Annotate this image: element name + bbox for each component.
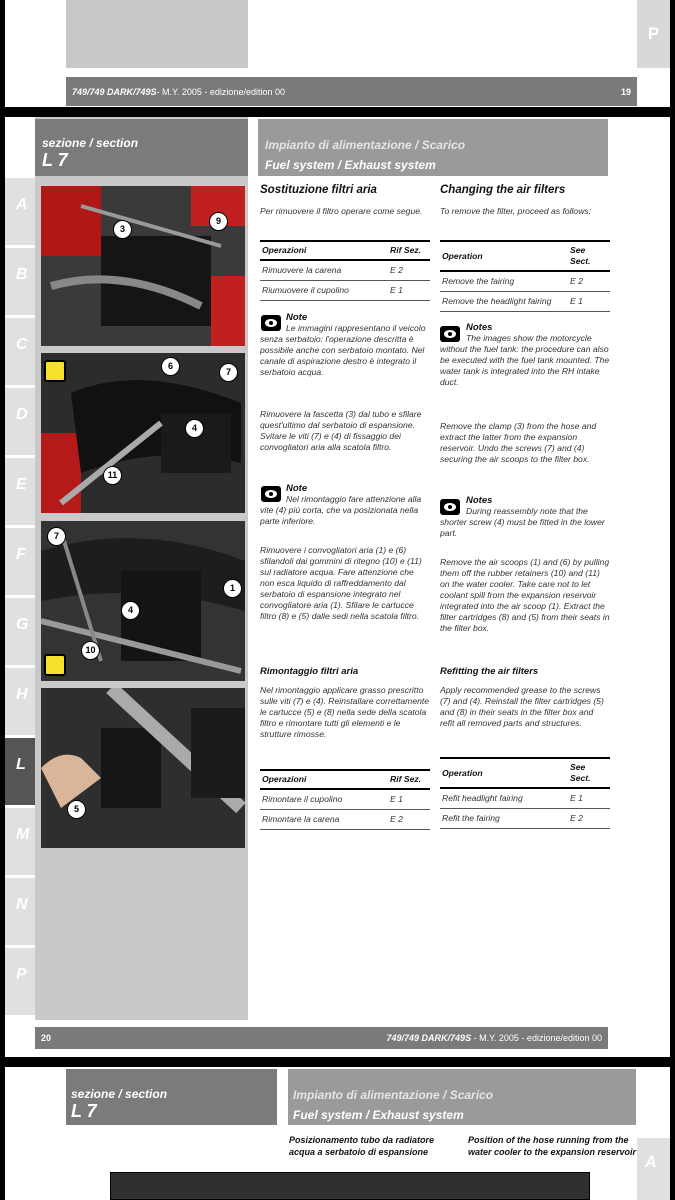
en-op-row: Remove the headlight fairing <box>440 292 568 312</box>
it-operations-table-2 <box>260 769 430 830</box>
previous-page-footer <box>66 77 637 106</box>
tab-f[interactable]: F <box>5 528 35 596</box>
callout-11: 11 <box>103 466 122 485</box>
it-op-row: Rimontare il cupolino <box>260 789 388 810</box>
en-note-2-text: During reassembly note that the shorter screw (4) must be fitted in the lower part. <box>440 506 605 538</box>
it-note-1 <box>260 312 430 378</box>
tab-c[interactable]: C <box>5 318 35 386</box>
en-ref-cell: E 2 <box>568 809 610 829</box>
section-label: sezione / section <box>42 136 139 150</box>
page-number: 20 <box>41 1033 52 1043</box>
it-heading-refit: Rimontaggio filtri aria <box>260 666 359 677</box>
callout-7: 7 <box>219 363 238 382</box>
chapter-title-en: Fuel system / Exhaust system <box>265 158 436 172</box>
tool-icon <box>44 654 66 676</box>
en-heading-change-filters: Changing the air filters <box>440 184 566 196</box>
tab-p[interactable]: P <box>5 948 35 1016</box>
en-note-2 <box>440 495 610 539</box>
footer-edition: - M.Y. 2005 - edizione/edition 00 <box>471 1033 602 1043</box>
photo-filter-cartridge <box>41 688 245 848</box>
en-heading-refit: Refitting the air filters <box>440 666 539 677</box>
it-note-2 <box>260 483 430 527</box>
it-para-scoops: Rimuovere i convogliatori aria (1) e (6) sfilandoli dai gommini di ritegno (10) e (11) sul radiatore acqua. Fare attenzione che non esca liquido di raffreddamento dal serbatoio di espansione integrato nel convogliatore aria (1). Sfilare le cartucce filtro (8) e (5) dalle sedi nella scatola filtro. <box>260 545 422 621</box>
tab-e[interactable]: E <box>5 458 35 526</box>
en-col-see-sect: See Sect. <box>568 241 610 271</box>
footer-model: 749/749 DARK/749S <box>386 1033 472 1043</box>
en-op-row: Refit the fairing <box>440 809 568 829</box>
en-ref-cell: E 1 <box>568 788 610 809</box>
tab-d[interactable]: D <box>5 388 35 456</box>
en-operations-table-2 <box>440 757 610 829</box>
it-col-operations: Operazioni <box>260 770 388 789</box>
previous-footer-edition: - M.Y. 2005 - edizione/edition 00 <box>156 86 285 97</box>
en-intro: To remove the filter, proceed as follows: <box>440 206 592 216</box>
en-op-row: Remove the fairing <box>440 271 568 292</box>
it-para-clamp: Rimuovere la fascetta (3) dal tubo e sfilare quest'ultimo dal serbatoio di espansione. Svitare le viti (7) e (4) di fissaggio dei convogliatori aria alla scatola filtro. <box>260 409 422 452</box>
en-para-refit: Apply recommended grease to the screws (7) and (4). Reinstall the filter cartridges (5) and (8) in their seats in the filter box and refit all removed parts and structures. <box>440 685 604 728</box>
next-chapter-title <box>288 1069 636 1125</box>
next-heading-en: Position of the hose running from the water cooler to the expansion reservoir <box>468 1135 637 1157</box>
en-para-scoops: Remove the air scoops (1) and (6) by pulling them off the rubber retainers (10) and (11) on the water cooler. Take care not to let coolant spill from the expansion reservoir integrated into the air scoop (1). Extract the filter cartridges (8) and (5) from their seats in the filter box. <box>440 557 610 633</box>
en-col-operation: Operation <box>440 758 568 788</box>
it-op-row: Rimuovere la carena <box>260 260 388 281</box>
photo-air-scoops <box>41 521 245 681</box>
callout-10: 10 <box>81 641 100 660</box>
callout-5: 5 <box>67 800 86 819</box>
en-note-1 <box>440 322 610 388</box>
callout-1: 1 <box>223 579 242 598</box>
tab-h[interactable]: H <box>5 668 35 736</box>
it-ref-cell: E 1 <box>388 281 430 301</box>
it-note-2-title: Note <box>286 483 308 494</box>
next-page-photo <box>110 1172 590 1200</box>
it-col-ref: Rif Sez. <box>388 241 430 260</box>
it-operations-table-1 <box>260 240 430 301</box>
photo-air-scoop-screws <box>41 353 245 513</box>
en-ref-cell: E 1 <box>568 292 610 312</box>
en-note-2-title: Notes <box>466 495 493 506</box>
chapter-title <box>258 119 608 176</box>
en-op-row: Refit headlight fairing <box>440 788 568 809</box>
photo-airbox-top <box>41 186 245 346</box>
next-section-header <box>66 1069 277 1125</box>
footer-info <box>387 1033 602 1043</box>
it-para-refit: Nel rimontaggio applicare grasso prescritto sulle viti (7) e (4). Reinstallare correttamente le cartucce (5) e (8) nella sede della scatola filtro e rimontare tutti gli elementi e le strutture rimosse. <box>260 685 430 739</box>
tool-icon <box>44 360 66 382</box>
tab-m[interactable]: M <box>5 808 35 876</box>
callout-3: 3 <box>113 220 132 239</box>
en-col-operation: Operation <box>440 241 568 271</box>
chapter-title-it: Impianto di alimentazione / Scarico <box>265 138 466 152</box>
previous-page-grey-block <box>66 0 248 68</box>
callout-4: 4 <box>121 601 140 620</box>
en-note-1-text: The images show the motorcycle without the fuel tank: the procedure can also be executed with the fuel tank mounted. The water tank is integrated into the RH intake duct. <box>440 333 610 387</box>
it-op-row: Riumuovere il cupolino <box>260 281 388 301</box>
callout-7: 7 <box>47 527 66 546</box>
it-ref-cell: E 1 <box>388 789 430 810</box>
section-header <box>35 119 248 176</box>
next-heading-it: Posizionamento tubo da radiatore acqua a serbatoio di espansione <box>289 1135 435 1157</box>
next-tab-a[interactable]: A <box>637 1138 670 1200</box>
tab-n[interactable]: N <box>5 878 35 946</box>
it-col-ref: Rif Sez. <box>388 770 430 789</box>
tab-l-active[interactable]: L <box>5 738 35 806</box>
next-title-it: Impianto di alimentazione / Scarico <box>293 1088 494 1102</box>
callout-9: 9 <box>209 212 228 231</box>
tab-g[interactable]: G <box>5 598 35 666</box>
en-operations-table-1 <box>440 240 610 312</box>
it-ref-cell: E 2 <box>388 810 430 830</box>
next-section-label: sezione / section <box>71 1087 168 1101</box>
callout-6: 6 <box>161 357 180 376</box>
previous-footer-model: 749/749 DARK/749S <box>72 86 157 97</box>
it-heading-change-filters: Sostituzione filtri aria <box>260 184 377 196</box>
next-section-code: L 7 <box>71 1101 97 1121</box>
it-intro: Per rimuovere il filtro operare come segue. <box>260 206 423 216</box>
tab-b[interactable]: B <box>5 248 35 316</box>
previous-page-side-tab: P <box>637 0 670 68</box>
en-note-1-title: Notes <box>466 322 493 333</box>
section-code: L 7 <box>42 150 68 170</box>
it-note-1-title: Note <box>286 312 308 323</box>
tab-a[interactable]: A <box>5 178 35 246</box>
previous-page-number: 19 <box>620 86 631 97</box>
en-para-clamp: Remove the clamp (3) from the hose and extract the latter from the expansion reservoir. Undo the screws (7) and (4) securing the air scoops to the filter box. <box>440 421 597 464</box>
en-col-see-sect: See Sect. <box>568 758 610 788</box>
en-ref-cell: E 2 <box>568 271 610 292</box>
it-note-2-text: Nel rimontaggio fare attenzione alla vite (4) più corta, che va posizionata nella parte inferiore. <box>260 494 422 526</box>
it-ref-cell: E 2 <box>388 260 430 281</box>
it-col-operations: Operazioni <box>260 241 388 260</box>
next-title-en: Fuel system / Exhaust system <box>293 1108 464 1122</box>
callout-4: 4 <box>185 419 204 438</box>
page-footer <box>35 1027 608 1049</box>
it-note-1-text: Le immagini rappresentano il veicolo senza serbatoio: l'operazione descritta è possibile anche con serbatoio montato. Nel canale di aspirazione destro è integrato il serbatoio acqua. <box>260 323 426 377</box>
it-op-row: Rimontare la carena <box>260 810 388 830</box>
